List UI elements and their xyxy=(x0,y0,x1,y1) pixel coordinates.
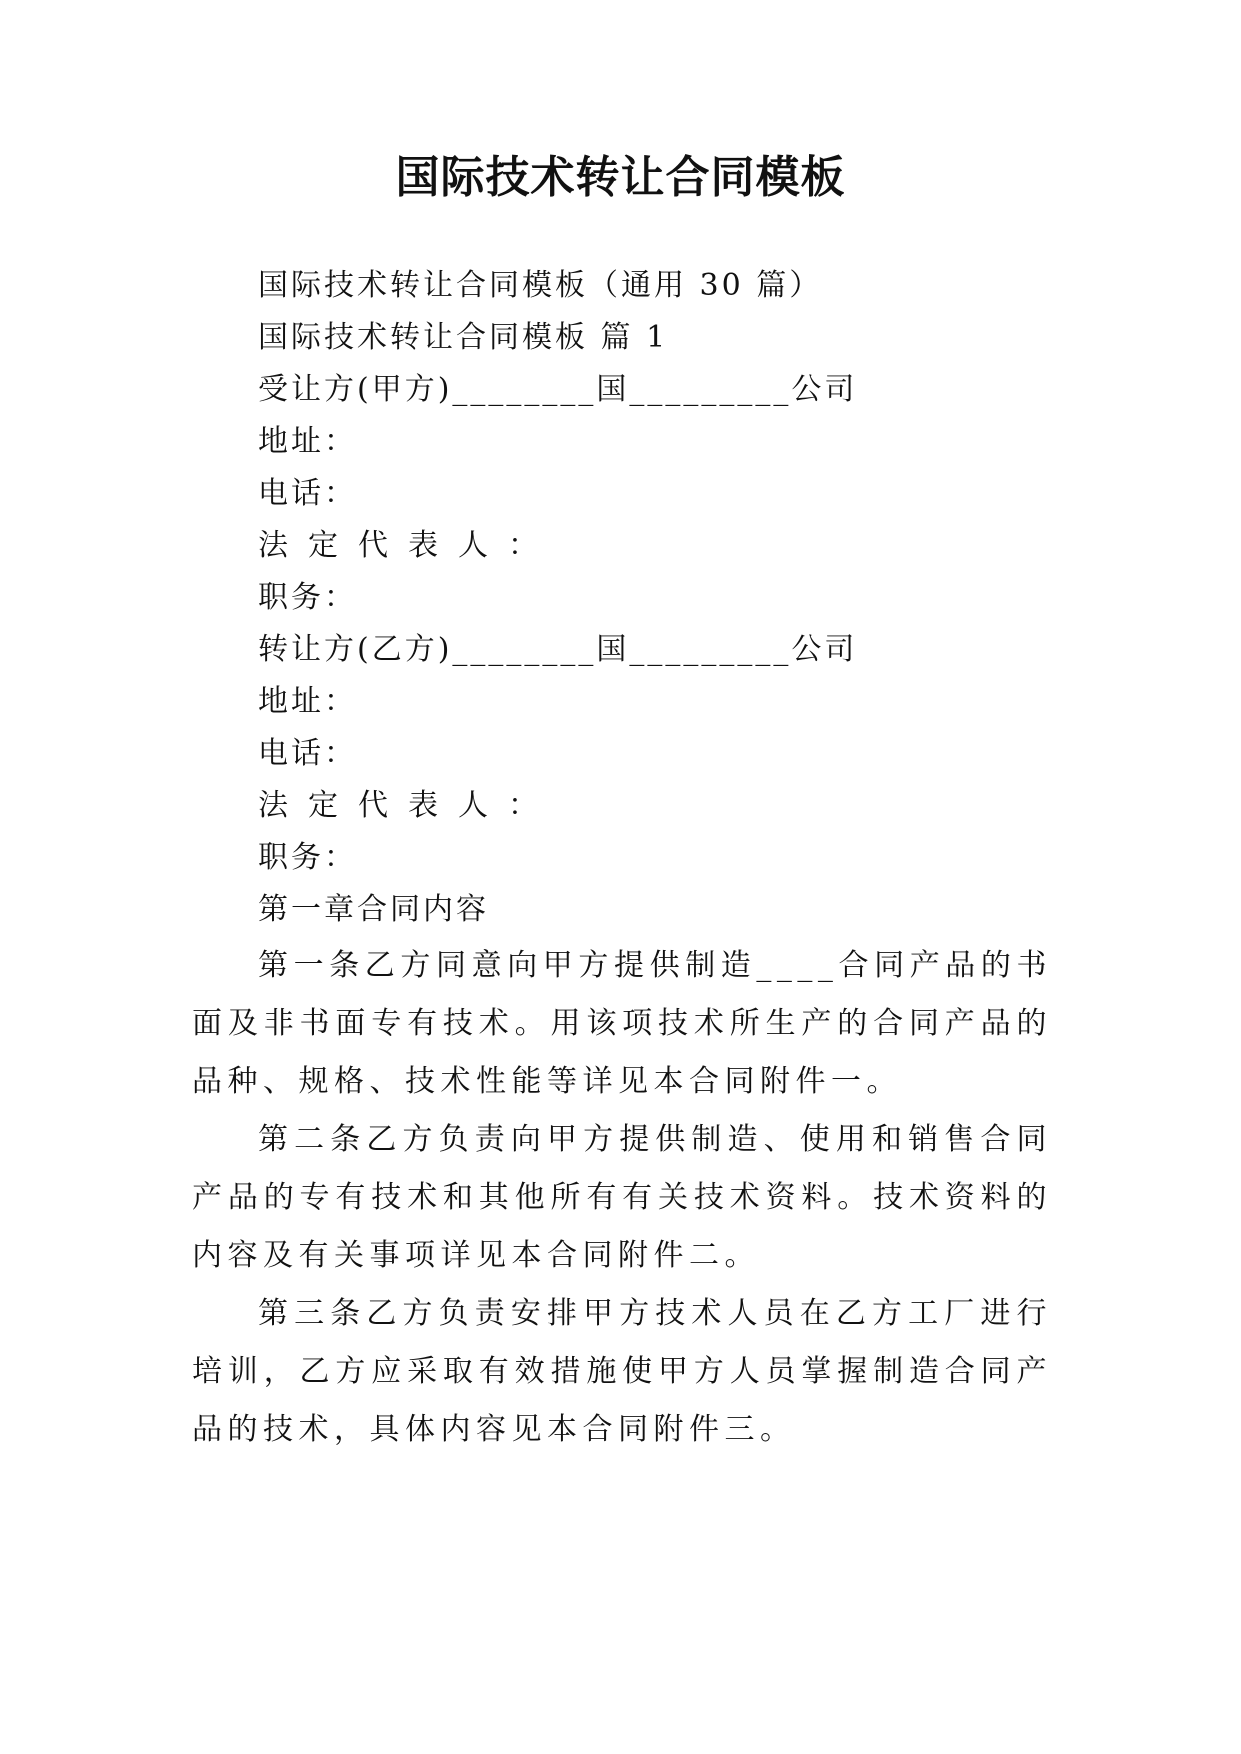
party-a-representative-label: 法定代表人： xyxy=(258,528,558,563)
party-b-address-label: 地址： xyxy=(258,684,357,719)
part-heading: 国际技术转让合同模板 篇 1 xyxy=(258,320,669,355)
document-subtitle: 国际技术转让合同模板（通用 30 篇） xyxy=(258,268,823,303)
article-3: 第三条乙方负责安排甲方技术人员在乙方工厂进行培训，乙方应采取有效措施使甲方人员掌握制造合同产品的技术，具体内容见本合同附件三。 xyxy=(192,1296,1052,1447)
party-a-phone-label: 电话： xyxy=(258,476,357,511)
party-b-position-label: 职务： xyxy=(258,840,357,875)
article-1: 第一条乙方同意向甲方提供制造____合同产品的书面及非书面专有技术。用该项技术所生产的合同产品的品种、规格、技术性能等详见本合同附件一。 xyxy=(192,948,1052,1099)
document-title: 国际技术转让合同模板 xyxy=(395,152,846,203)
party-a-line: 受让方(甲方)________国_________公司 xyxy=(258,372,858,407)
party-a-position-label: 职务： xyxy=(258,580,357,615)
party-b-line: 转让方(乙方)________国_________公司 xyxy=(258,632,858,667)
party-b-phone-label: 电话： xyxy=(258,736,357,771)
party-a-address-label: 地址： xyxy=(258,424,357,459)
party-b-representative-label: 法定代表人： xyxy=(258,788,558,823)
article-2: 第二条乙方负责向甲方提供制造、使用和销售合同产品的专有技术和其他所有有关技术资料。技术资料的内容及有关事项详见本合同附件二。 xyxy=(192,1122,1052,1273)
chapter-heading: 第一章合同内容 xyxy=(258,892,489,927)
